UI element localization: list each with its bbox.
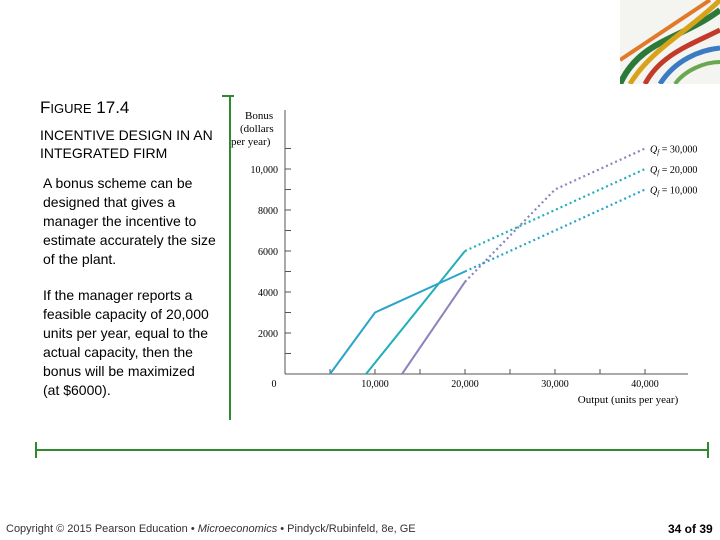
- x-axis-label: Output (units per year): [577, 394, 679, 406]
- series-line-solid-2: [330, 272, 465, 375]
- series-line-dotted-2: [465, 190, 645, 272]
- chart-series-labels: [650, 145, 697, 198]
- figure-label-word: IGURE: [50, 101, 92, 116]
- series-line-dotted-0: [465, 149, 645, 282]
- chart-ticks: [251, 149, 659, 391]
- series-label-0: $Q_f = 30,000$: [650, 144, 698, 157]
- x-tick-label: 30,000: [541, 379, 569, 390]
- y-tick-label: 4000: [258, 288, 278, 299]
- chart-series: [330, 149, 645, 375]
- footer-copyright-text: Copyright © 2015 Pearson Education •: [6, 523, 198, 535]
- page-number: 34 of 39: [668, 522, 713, 536]
- chart-axes: [285, 110, 688, 374]
- series-line-dotted-1: [465, 169, 645, 251]
- figure-label-initial: F: [40, 98, 51, 117]
- footer-copyright: [6, 523, 416, 535]
- figure-number: 17.4: [96, 98, 130, 117]
- x-tick-label: 0: [271, 379, 277, 390]
- y-tick-label: 2000: [258, 329, 278, 340]
- y-axis-label-line1: Bonus: [245, 110, 274, 122]
- series-label-1: $Q_f = 20,000$: [650, 165, 698, 177]
- y-tick-label: 10,000: [250, 165, 278, 176]
- paragraph-manager-report: If the manager reports a feasible capacity of 20,000 units per year, equal to the actual capacity, then the bonus will be maximized (at $6000).: [43, 287, 209, 398]
- paragraph-bonus-scheme: A bonus scheme can be designed that gives a manager the incentive to estimate accurately the size of the plant.: [43, 175, 216, 267]
- y-tick-label: 8000: [258, 206, 278, 217]
- y-axis-label: [231, 110, 274, 148]
- y-tick-label: 6000: [258, 247, 278, 258]
- x-tick-label: 10,000: [361, 379, 389, 390]
- series-label-2: $Q_f = 10,000$: [650, 185, 698, 198]
- x-tick-label: 40,000: [631, 379, 659, 390]
- x-tick-label: 20,000: [451, 379, 479, 390]
- figure-title: INCENTIVE DESIGN IN AN INTEGRATED FIRM: [40, 127, 213, 161]
- footer-authors: • Pindyck/Rubinfeld, 8e, GE: [277, 523, 416, 535]
- footer-book-title: Microeconomics: [197, 523, 278, 535]
- y-axis-label-line3: per year): [231, 136, 271, 148]
- y-axis-label-line2: (dollars: [240, 123, 274, 135]
